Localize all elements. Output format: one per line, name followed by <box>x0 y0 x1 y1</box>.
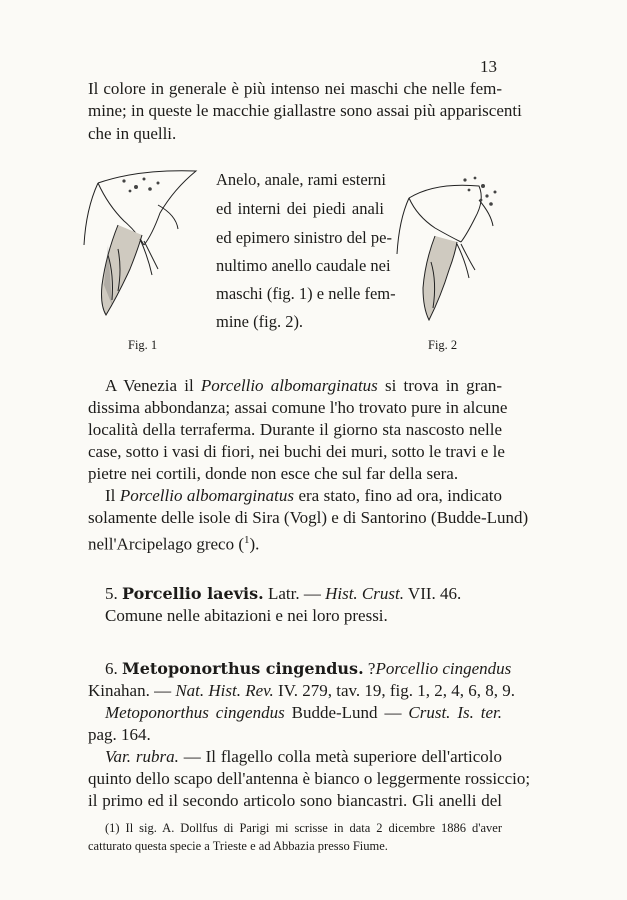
fig1-spots <box>122 178 159 193</box>
intro-line-2: mine; in queste le macchie giallastre sono assai più appariscenti <box>88 101 522 120</box>
species-6-line-7: il primo ed il secondo articolo sono biancastri. Gli anelli del <box>88 791 502 810</box>
caption-line-4: nultimo anello caudale nei <box>216 256 391 275</box>
species-number: 5. <box>105 584 118 603</box>
species-6-line-6: quinto dello scapo dell'antenna è bianco o leggermente rossiccio; <box>88 769 531 788</box>
synonym-italic: Porcellio cingendus <box>375 659 512 678</box>
species-number: 6. <box>105 659 118 678</box>
venezia-text-a: A Venezia il <box>105 376 201 395</box>
species-ref-italic: Porcellio albomarginatus <box>119 486 294 505</box>
species-6-variety-line <box>105 747 502 767</box>
caption-line-1: Anelo, anale, rami esterni <box>216 170 386 189</box>
venezia-line-1 <box>105 376 502 396</box>
synonym-prefix: ? <box>367 659 376 678</box>
species-name: Porcellio laevis. <box>122 584 264 603</box>
caption-line-6: mine (fig. 2). <box>216 312 304 331</box>
footnote-line-1: (1) Il sig. A. Dollfus di Parigi mi scrisse in data 2 dicembre 1886 d'aver <box>105 821 502 835</box>
figure-1-label: Fig. 1 <box>128 338 158 352</box>
species-ref-italic: Porcellio albomarginatus <box>200 376 378 395</box>
figure-1-illustration <box>78 165 203 325</box>
albo-text-c: nell'Arcipelago greco ( <box>88 534 244 554</box>
figure-2-illustration <box>395 170 505 330</box>
species-5-description: Comune nelle abitazioni e nei loro pressi. <box>105 606 388 625</box>
species-6-text-b: IV. 279, tav. 19, fig. 1, 2, 4, 6, 8, 9. <box>277 681 516 700</box>
caption-line-3: ed epimero sinistro del pe- <box>216 228 392 247</box>
intro-line-1: Il colore in generale è più intenso nei maschi che nelle fem- <box>88 79 502 98</box>
variety-name-italic: Var. rubra. <box>105 747 179 766</box>
species-6-line-4: pag. 164. <box>88 725 151 744</box>
albo-line-3 <box>88 530 259 555</box>
caption-line-5: maschi (fig. 1) e nelle fem- <box>216 284 396 303</box>
species-6-line-2 <box>88 681 516 701</box>
species-6-heading <box>105 659 512 679</box>
footnote-marker: 1 <box>244 534 250 546</box>
species-5-heading <box>105 584 461 604</box>
figure-2-label: Fig. 2 <box>428 338 458 352</box>
species-6-text-a: Kinahan. — <box>88 681 172 700</box>
variety-text: — Il flagello colla metà superiore dell'articolo <box>183 747 503 766</box>
footnote-line-2: catturato questa specie a Trieste e ad Abbazia presso Fiume. <box>88 839 388 853</box>
venezia-line-4: case, sotto i vasi di fiori, nei buchi dei muri, sotto le travi e le <box>88 442 505 461</box>
venezia-line-2: dissima abbondanza; assai comune l'ho trovato pure in alcune <box>88 398 508 417</box>
species-6-author: Budde-Lund — <box>291 703 402 722</box>
albo-text-b: era stato, fino ad ora, indicato <box>293 486 502 505</box>
albo-text-end: ). <box>249 534 260 554</box>
intro-line-3: che in quelli. <box>88 124 177 143</box>
species-6-synonym-italic: Metoponorthus cingendus <box>105 703 285 722</box>
species-6-ref-italic: Nat. Hist. Rev. <box>175 681 274 700</box>
fig1-uropod-drawing <box>84 171 196 315</box>
species-reference-italic: Hist. Crust. <box>325 584 404 603</box>
albo-line-2: solamente delle isole di Sira (Vogl) e di Santorino (Budde-Lund) <box>88 508 529 527</box>
caption-line-2: ed interni dei piedi anali <box>216 199 384 218</box>
venezia-line-3: località della terraferma. Durante il giorno sta nascosto nelle <box>88 420 502 439</box>
species-name: Metoponorthus cingendus. <box>122 659 364 678</box>
page-number: 13 <box>480 57 497 76</box>
species-reference: VII. 46. <box>407 584 462 603</box>
albo-line-1 <box>105 486 502 506</box>
venezia-line-5: pietre nei cortili, donde non esce che sul far della sera. <box>88 464 459 483</box>
species-author: Latr. — <box>267 584 321 603</box>
species-6-line-3 <box>105 703 502 723</box>
venezia-text-b: si trova in gran- <box>377 376 502 395</box>
albo-text-a: Il <box>105 486 120 505</box>
species-6-ref2-italic: Crust. Is. ter. <box>408 703 502 722</box>
fig2-uropod-drawing <box>397 185 493 320</box>
